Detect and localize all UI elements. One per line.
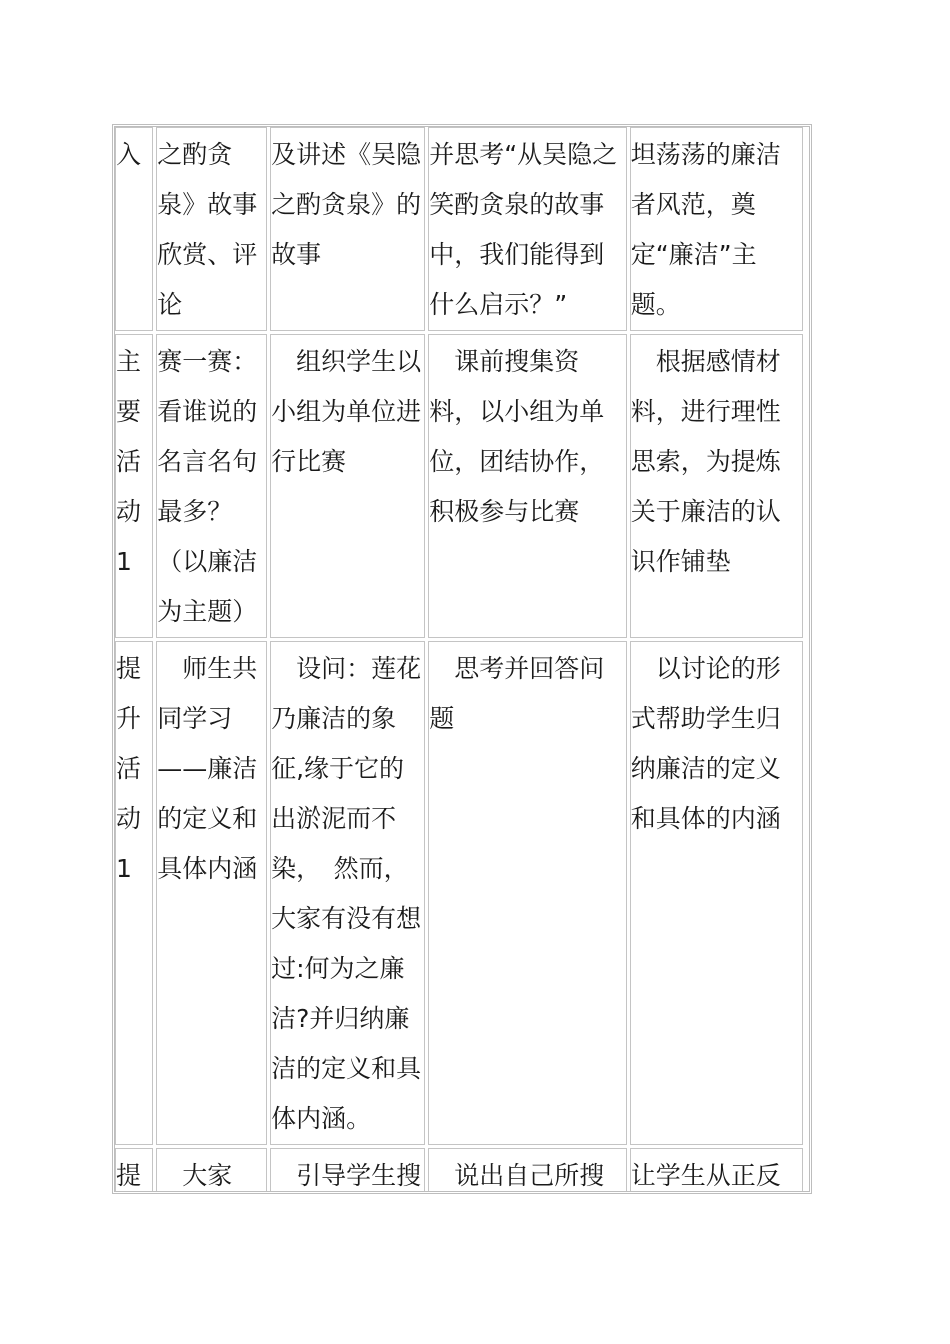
activity-cell <box>156 641 267 1145</box>
stage-cell <box>115 127 153 331</box>
activity-cell <box>156 1148 267 1194</box>
stage-text: 提升活动1 <box>116 654 142 883</box>
teacher-text: 组织学生以小组为单位进行比赛 <box>271 347 422 476</box>
teacher-text: 引导学生搜 <box>271 1161 422 1190</box>
lesson-plan-table <box>112 124 812 1194</box>
activity-text: 师生共同学习——廉洁的定义和具体内涵 <box>157 654 258 883</box>
purpose-text: 根据感情材料，进行理性思索，为提炼关于廉洁的认识作铺垫 <box>630 347 781 576</box>
student-text: 并思考“从吴隐之笑酌贪泉的故事中，我们能得到什么启示？” <box>429 140 618 319</box>
purpose-text: 让学生从正反 <box>630 1161 781 1190</box>
stage-cell <box>115 1148 153 1194</box>
teacher-text: 设问：莲花乃廉洁的象征,缘于它的出淤泥而不染， 然而，大家有没有想过:何为之廉洁?并归纳廉洁的定义和具体内涵。 <box>271 654 422 1133</box>
teacher-text: 及讲述《吴隐之酌贪泉》的故事 <box>271 140 422 269</box>
activity-cell <box>156 127 267 331</box>
activity-text: 大家 <box>157 1161 233 1190</box>
stage-cell <box>115 334 153 638</box>
stage-text: 入 <box>116 140 142 169</box>
table-row <box>115 127 803 331</box>
teacher-cell <box>270 127 425 331</box>
table-row <box>115 641 803 1145</box>
activity-text: 赛一赛：看谁说的名言名句最多？ （以廉洁为主题） <box>157 347 258 626</box>
table-row <box>115 1148 803 1194</box>
purpose-text: 坦荡荡的廉洁者风范，奠定“廉洁”主题。 <box>630 140 781 319</box>
activity-cell <box>156 334 267 638</box>
student-cell <box>428 127 626 331</box>
student-text: 说出自己所搜 <box>429 1161 605 1190</box>
stage-cell <box>115 641 153 1145</box>
student-cell <box>428 641 626 1145</box>
purpose-cell <box>630 641 803 1145</box>
table-row <box>115 334 803 638</box>
student-text: 课前搜集资料，以小组为单位，团结协作，积极参与比赛 <box>429 347 605 526</box>
teacher-cell <box>270 334 425 638</box>
teacher-cell <box>270 1148 425 1194</box>
stage-text: 主要活动1 <box>116 347 142 576</box>
purpose-cell <box>630 1148 803 1194</box>
stage-text: 提 <box>116 1161 142 1190</box>
teacher-cell <box>270 641 425 1145</box>
lesson-plan-grid <box>112 124 806 1194</box>
student-cell <box>428 1148 626 1194</box>
student-cell <box>428 334 626 638</box>
activity-text: 之酌贪泉》故事欣赏、评论 <box>157 140 258 319</box>
student-text: 思考并回答问题 <box>429 654 605 733</box>
purpose-cell <box>630 334 803 638</box>
purpose-text: 以讨论的形式帮助学生归纳廉洁的定义和具体的内涵 <box>630 654 781 833</box>
purpose-cell <box>630 127 803 331</box>
